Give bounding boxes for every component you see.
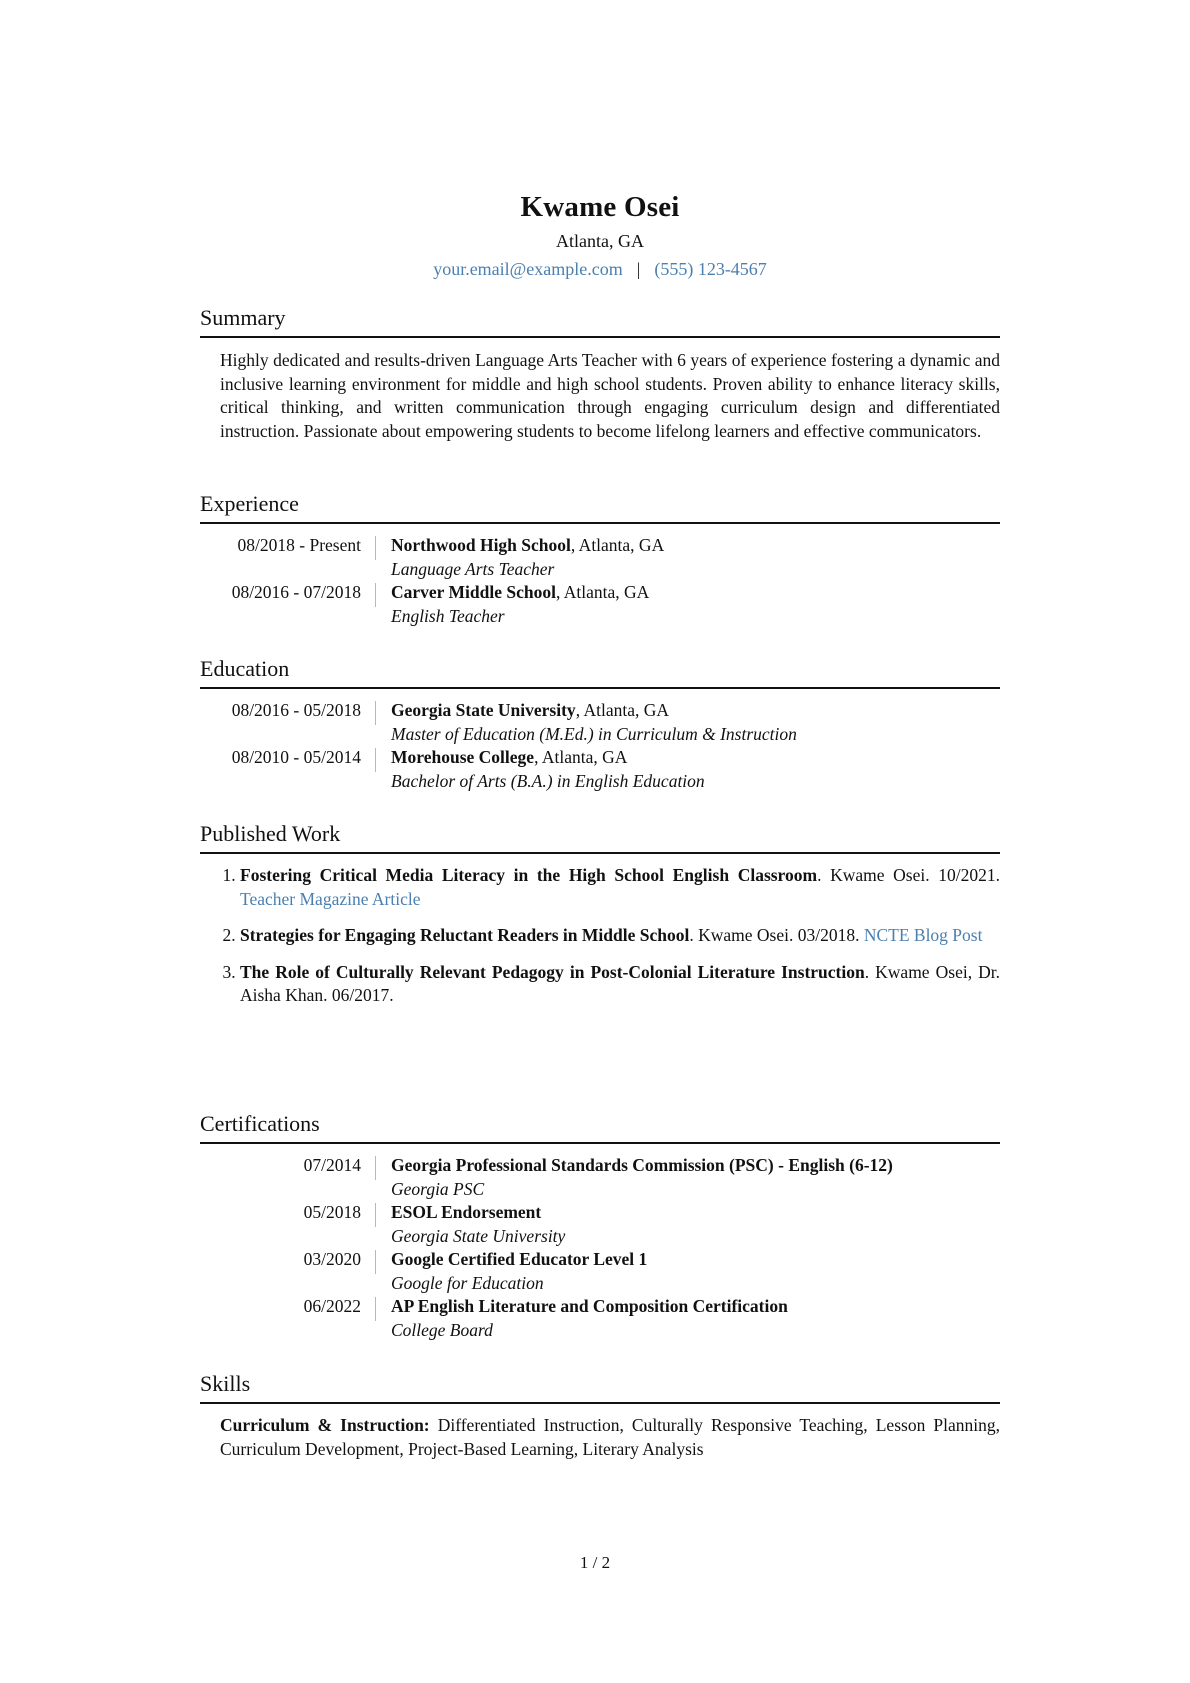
education-section	[200, 655, 1000, 793]
contact-line	[200, 257, 1000, 281]
certification-entry	[200, 1201, 1000, 1248]
entry-degree: Bachelor of Arts (B.A.) in English Education	[391, 770, 705, 791]
certification-name: Georgia Professional Standards Commission (PSC) - English (6-12)	[391, 1155, 893, 1175]
certification-name: ESOL Endorsement	[391, 1202, 542, 1222]
certification-issuer: Georgia State University	[391, 1225, 566, 1246]
section-divider	[200, 687, 1000, 689]
entry-date: 08/2016 - 07/2018	[231, 582, 361, 602]
entry-role: Language Arts Teacher	[391, 558, 555, 579]
skills-text	[220, 1414, 1000, 1461]
resume-header	[200, 190, 1000, 281]
entry-date: 08/2010 - 05/2014	[231, 747, 361, 767]
experience-entry	[200, 534, 1000, 581]
candidate-name: Kwame Osei	[520, 191, 680, 223]
entry-org: Morehouse College	[391, 747, 535, 767]
publication-details: . Kwame Osei. 03/2018.	[689, 925, 864, 945]
section-divider	[200, 1142, 1000, 1144]
entry-divider	[375, 1297, 376, 1321]
section-title-published: Published Work	[200, 821, 341, 846]
summary-section	[200, 304, 1000, 443]
entry-location: , Atlanta, GA	[534, 747, 628, 767]
entry-location: , Atlanta, GA	[555, 582, 650, 602]
section-divider	[200, 522, 1000, 524]
entry-date: 08/2016 - 05/2018	[231, 700, 361, 720]
publication-link[interactable]: NCTE Blog Post	[863, 925, 983, 945]
publication-title: Strategies for Engaging Reluctant Readers in Middle School	[240, 925, 690, 945]
certification-name: Google Certified Educator Level 1	[391, 1249, 648, 1269]
publication-details: . Kwame Osei, Dr. Aisha Khan. 06/2017.	[240, 961, 1000, 1005]
entry-divider	[375, 1156, 376, 1180]
entry-org: Carver Middle School	[391, 582, 556, 602]
entry-degree: Master of Education (M.Ed.) in Curriculum & Instruction	[391, 723, 797, 744]
entry-divider	[375, 583, 376, 607]
education-entry	[200, 699, 1000, 746]
publication-item	[240, 961, 1000, 1008]
publication-title: Fostering Critical Media Literacy in the High School English Classroom	[240, 865, 818, 885]
education-entry	[200, 746, 1000, 793]
summary-text: Highly dedicated and results-driven Language Arts Teacher with 6 years of experience fostering a dynamic and inclusive learning environment for middle and high school students. Proven ability to enhance literacy skills, critical thinking, and written communication through engaging curriculum design and differentiated instruction. Passionate about empowering students to become lifelong learners and effective communicators.	[220, 350, 1000, 441]
certifications-section	[200, 1110, 1000, 1342]
published-work-section	[200, 820, 1000, 1021]
entry-divider	[375, 701, 376, 725]
publication-details: . Kwame Osei. 10/2021.	[817, 865, 1000, 885]
candidate-location: Atlanta, GA	[556, 231, 644, 251]
skills-category-label: Curriculum & Instruction:	[220, 1415, 430, 1435]
entry-location: , Atlanta, GA	[570, 535, 665, 555]
publication-title: The Role of Culturally Relevant Pedagogy in Post-Colonial Literature Instruction	[240, 961, 865, 982]
publication-link[interactable]: Teacher Magazine Article	[240, 888, 421, 909]
entry-role: English Teacher	[391, 605, 505, 626]
publication-list	[200, 864, 1000, 1008]
section-divider	[200, 852, 1000, 854]
entry-date: 05/2018	[303, 1202, 361, 1222]
section-divider	[200, 336, 1000, 338]
section-title-experience: Experience	[200, 491, 299, 516]
entry-date: 03/2020	[303, 1249, 361, 1269]
entry-divider	[375, 748, 376, 772]
entry-date: 07/2014	[303, 1155, 361, 1175]
phone-link[interactable]: (555) 123-4567	[654, 259, 767, 279]
publication-item	[240, 924, 1000, 948]
certification-name: AP English Literature and Composition Certification	[391, 1296, 788, 1316]
entry-org: Northwood High School	[391, 535, 571, 555]
entry-divider	[375, 1250, 376, 1274]
section-title-education: Education	[200, 656, 290, 681]
certification-entry	[200, 1248, 1000, 1295]
publication-item	[240, 864, 1000, 911]
entry-date: 06/2022	[303, 1296, 361, 1316]
skills-list: Differentiated Instruction, Culturally Responsive Teaching, Lesson Planning, Curriculum Development, Project-Based Learning, Literary Analysis	[220, 1415, 1001, 1459]
page-number: 1 / 2	[579, 1553, 611, 1572]
certification-entry	[200, 1295, 1000, 1342]
entry-org: Georgia State University	[391, 700, 576, 720]
section-title-certifications: Certifications	[200, 1111, 320, 1136]
skills-section	[200, 1370, 1000, 1461]
certification-entry	[200, 1154, 1000, 1201]
entry-divider	[375, 536, 376, 560]
entry-date: 08/2018 - Present	[237, 535, 361, 555]
section-title-skills: Skills	[200, 1371, 251, 1396]
section-divider	[200, 1402, 1000, 1404]
section-title-summary: Summary	[200, 305, 286, 330]
certification-issuer: College Board	[391, 1319, 493, 1340]
email-link[interactable]: your.email@example.com	[433, 259, 623, 279]
experience-section	[200, 490, 1000, 628]
entry-location: , Atlanta, GA	[575, 700, 670, 720]
contact-separator: |	[636, 259, 641, 279]
certification-issuer: Georgia PSC	[391, 1178, 485, 1199]
experience-entry	[200, 581, 1000, 628]
entry-divider	[375, 1203, 376, 1227]
certification-issuer: Google for Education	[391, 1272, 544, 1293]
